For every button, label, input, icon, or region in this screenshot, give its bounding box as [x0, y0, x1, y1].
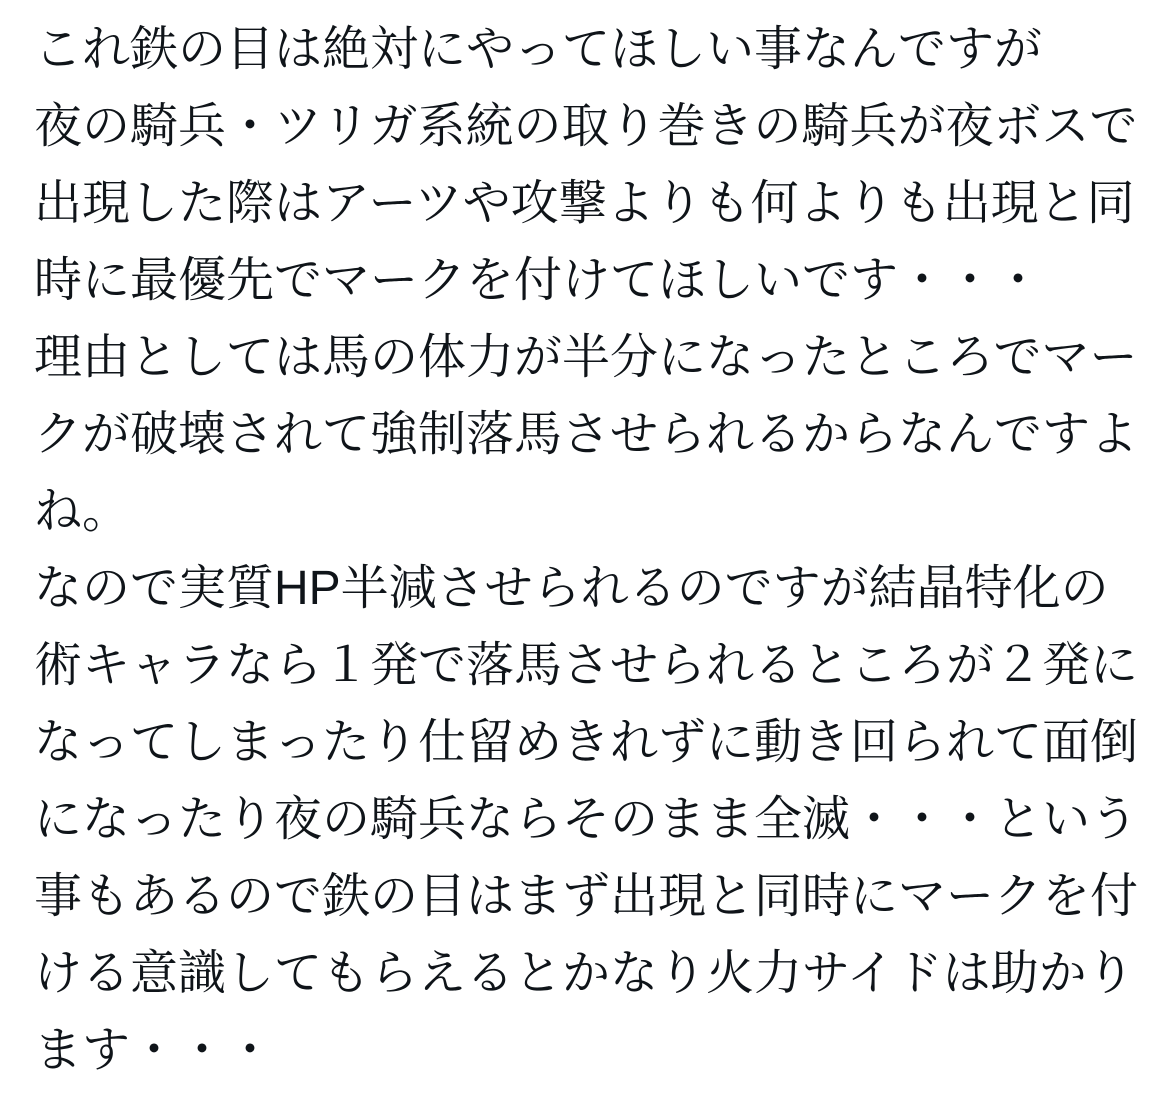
text-line: 夜の騎兵・ツリガ系統の取り巻きの騎兵が夜ボスで [34, 100, 1138, 153]
text-line: 時に最優先でマークを付けてほしいです・・・ [34, 254, 1043, 307]
text-line: なので実質HP半減させられるのですが結晶特化の [34, 562, 1109, 615]
text-line: 術キャラなら１発で落馬させられるところが２発に [34, 639, 1139, 692]
text-line: なってしまったり仕留めきれずに動き回られて面倒 [34, 716, 1139, 769]
text-line: ます・・・ [34, 1024, 275, 1077]
text-line: 理由としては馬の体力が半分になったところでマー [34, 331, 1138, 384]
text-line: ける意識してもらえるとかなり火力サイドは助かり [34, 947, 1135, 1000]
text-line: 出現した際はアーツや攻撃よりも何よりも出現と同 [34, 177, 1135, 230]
text-line: ね。 [34, 485, 131, 538]
text-line: これ鉄の目は絶対にやってほしい事なんですが [34, 23, 1043, 76]
text-line: 事もあるので鉄の目はまず出現と同時にマークを付 [34, 870, 1139, 923]
text-line: になったり夜の騎兵ならそのまま全滅・・・という [34, 793, 1139, 846]
text-line: クが破壊されて強制落馬させられるからなんですよ [34, 408, 1139, 461]
